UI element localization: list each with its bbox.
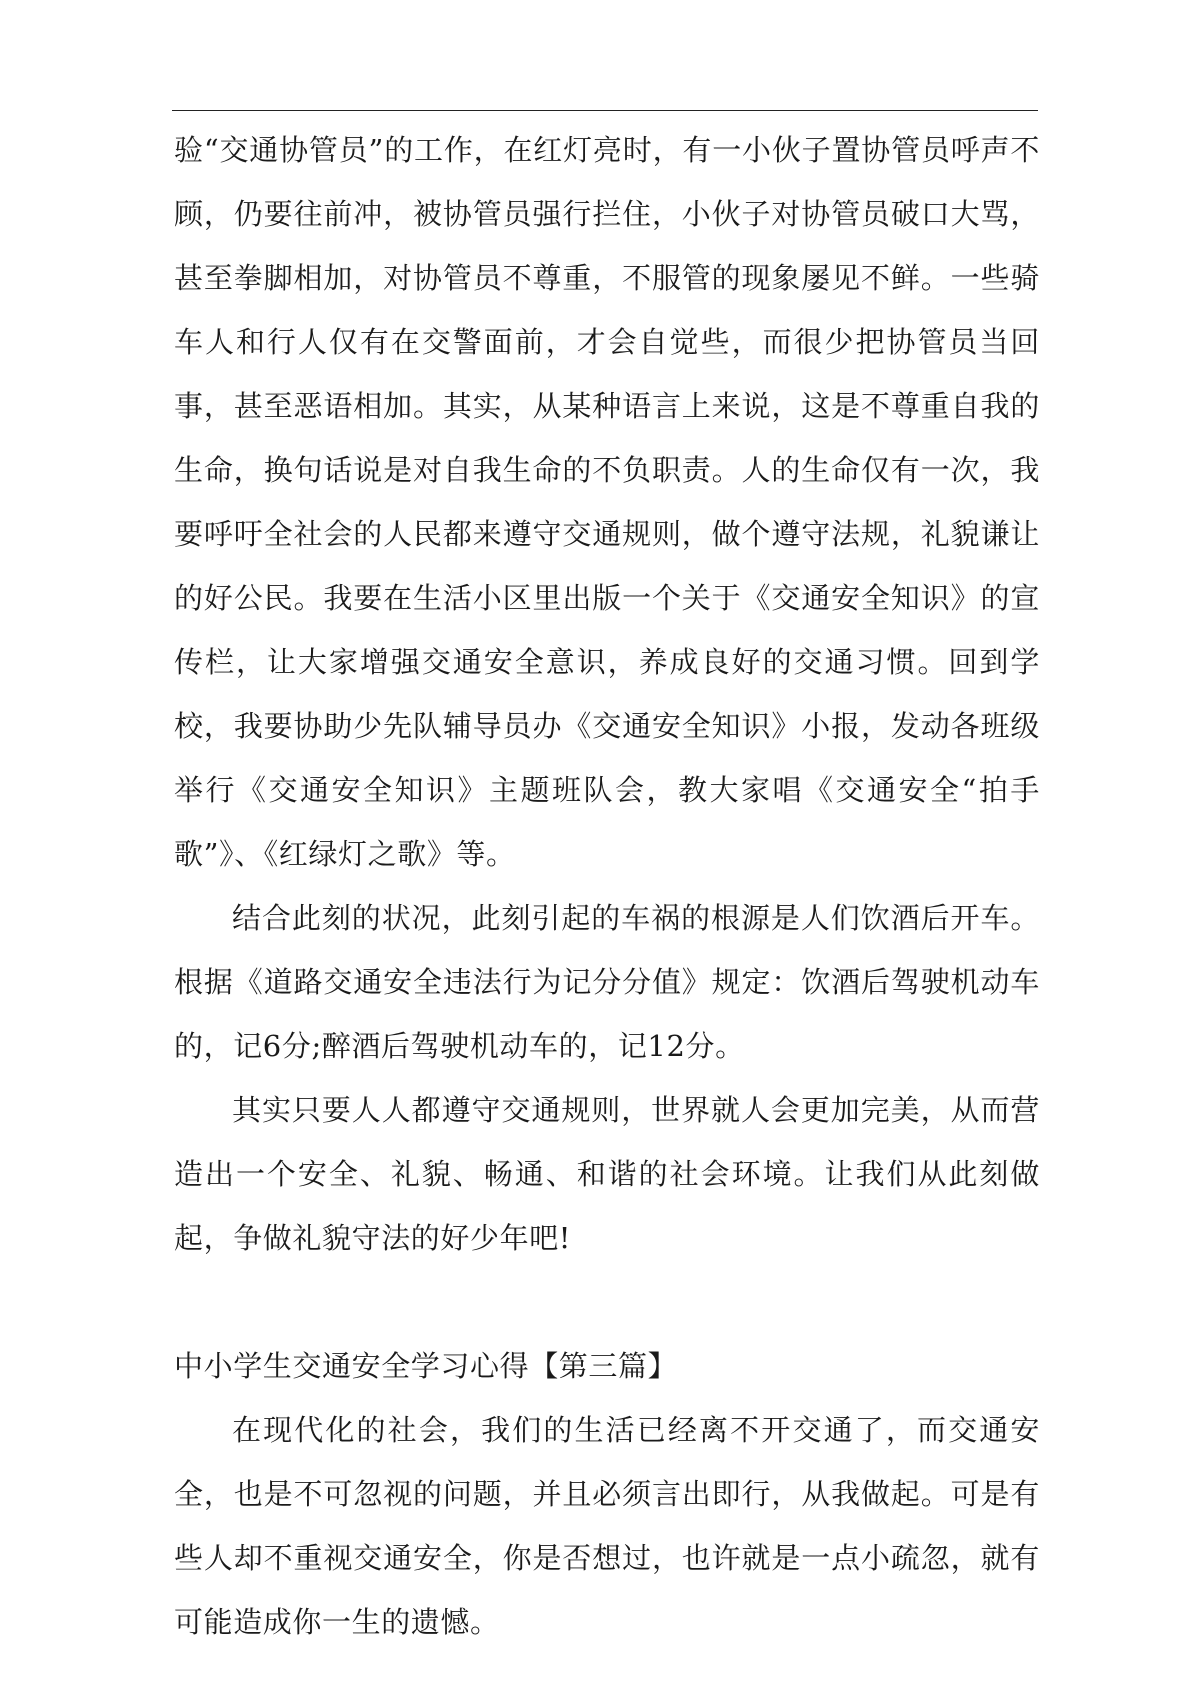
header-rule xyxy=(172,110,1038,111)
paragraph-drunk-driving: 结合此刻的状况，此刻引起的车祸的根源是人们饮酒后开车。根据《道路交通安全违法行为记分分值》规定：饮酒后驾驶机动车的，记6分;醉酒后驾驶机动车的，记12分。 xyxy=(174,901,1040,1063)
paragraph-conclusion: 其实只要人人都遵守交通规则，世界就人会更加完美，从而营造出一个安全、礼貌、畅通、和谐的社会环境。让我们从此刻做起，争做礼貌守法的好少年吧! xyxy=(174,1093,1040,1255)
section-spacer xyxy=(174,1270,1040,1334)
section-title: 中小学生交通安全学习心得【第三篇】 xyxy=(174,1349,678,1383)
document-body xyxy=(174,118,1040,1654)
paragraph-section-intro: 在现代化的社会，我们的生活已经离不开交通了，而交通安全，也是不可忽视的问题，并且必须言出即行，从我做起。可是有些人却不重视交通安全，你是否想过，也许就是一点小疏忽，就有可能造成你一生的遗憾。 xyxy=(174,1413,1040,1639)
paragraph-continued: 验“交通协管员”的工作，在红灯亮时，有一小伙子置协管员呼声不顾，仍要往前冲，被协管员强行拦住，小伙子对协管员破口大骂，甚至拳脚相加，对协管员不尊重，不服管的现象屡见不鲜。一些骑车人和行人仅有在交警面前，才会自觉些，而很少把协管员当回事，甚至恶语相加。其实，从某种语言上来说，这是不尊重自我的生命，换句话说是对自我生命的不负职责。人的生命仅有一次，我要呼吁全社会的人民都来遵守交通规则，做个遵守法规，礼貌谦让的好公民。我要在生活小区里出版一个关于《交通安全知识》的宣传栏，让大家增强交通安全意识，养成良好的交通习惯。回到学校，我要协助少先队辅导员办《交通安全知识》小报，发动各班级举行《交通安全知识》主题班队会，教大家唱《交通安全“拍手歌”》、《红绿灯之歌》等。 xyxy=(174,133,1040,871)
